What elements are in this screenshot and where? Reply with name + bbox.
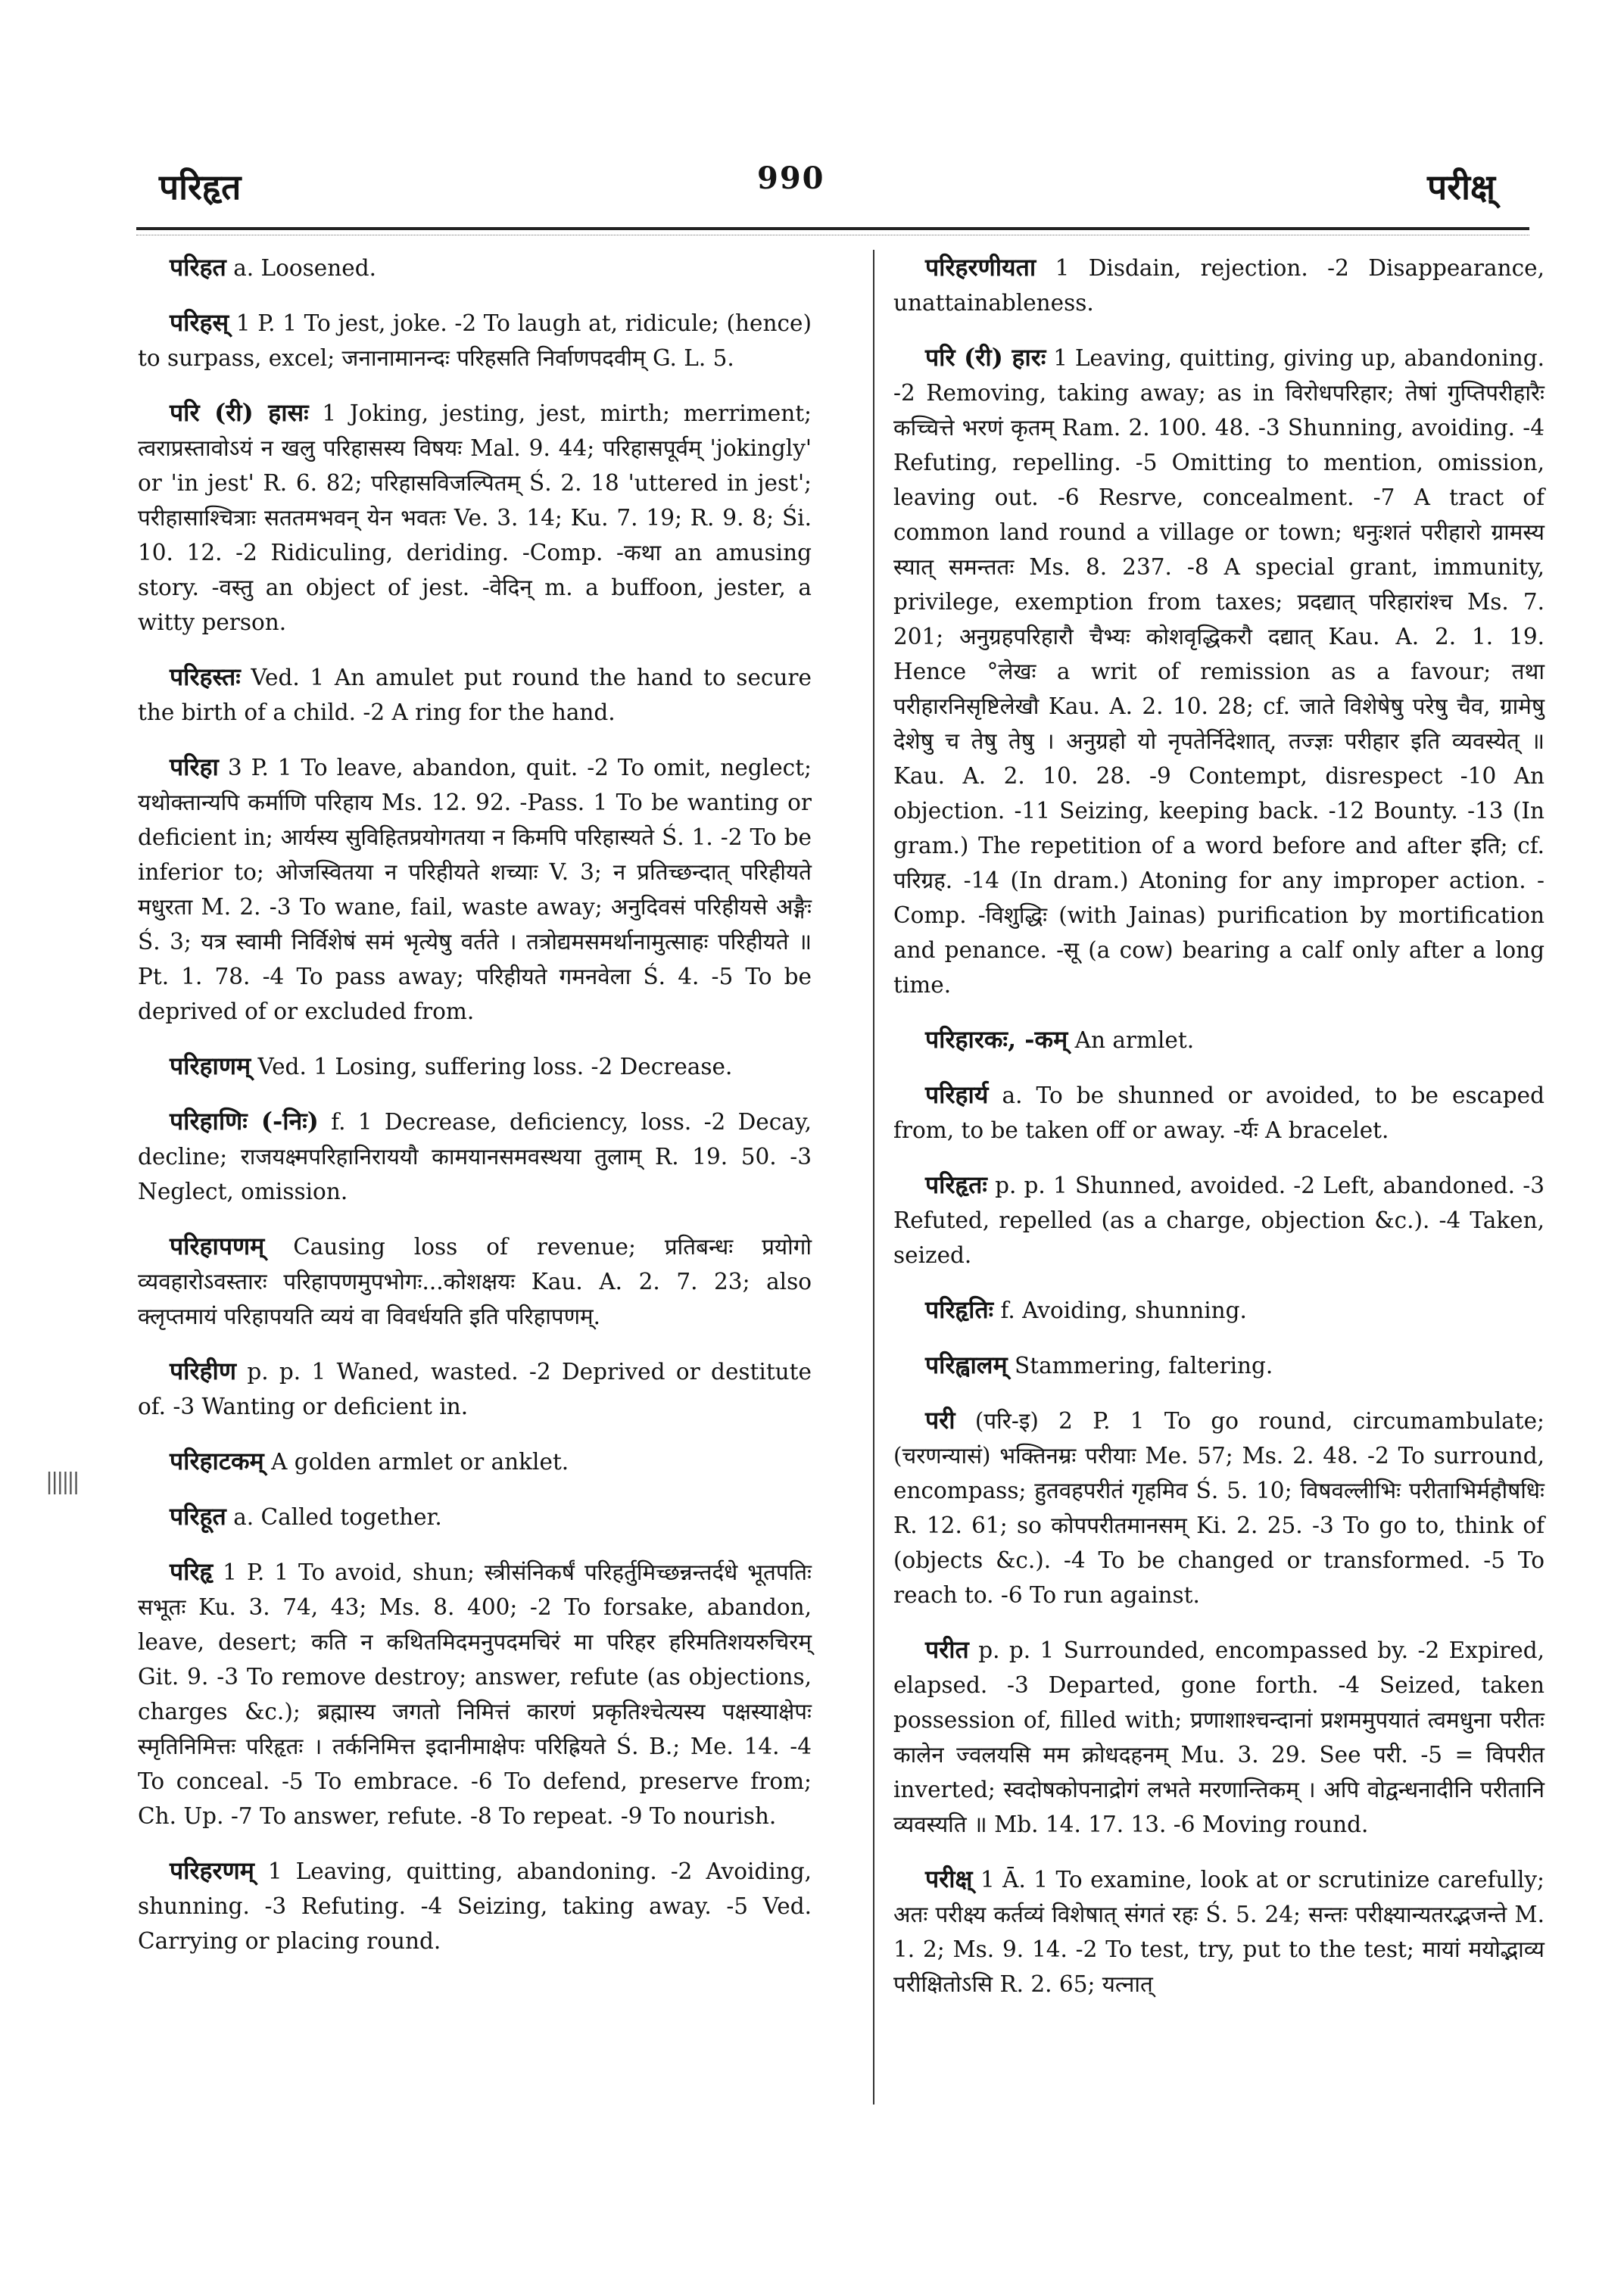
dictionary-entry <box>893 1167 1545 1273</box>
dictionary-entry <box>138 1554 812 1833</box>
entry-headword: परि (री) हासः <box>170 398 309 427</box>
entry-definition: a. Loosened. <box>233 255 376 281</box>
dictionary-entry <box>893 1292 1545 1328</box>
entry-headword: परीक्ष् <box>925 1865 973 1893</box>
left-running-headword: परिहृत <box>159 167 242 207</box>
dictionary-entry <box>893 340 1545 1002</box>
entry-headword: परिहरणम् <box>170 1856 254 1885</box>
dictionary-entry <box>893 1077 1545 1148</box>
dictionary-entry <box>893 1022 1545 1058</box>
entry-definition: 3 P. 1 To leave, abandon, quit. -2 To omit, neglect; यथोक्तान्यपि कर्माणि परिहाय Ms. 12. 92. -Pass. 1 To be wanting or deficient in; आर्यस्य सुविहितप्रयोगतया न किमपि परिहास्यते Ś. 1. -2 To be inferior to; ओजस्वितया न परिहीयते शच्याः V. 3; न प्रतिच्छन्दात् परिहीयते मधुरता M. 2. -3 To wane, fail, waste away; अनुदिवसं परिहीयसे अङ्गैः Ś. 3; यत्र स्वामी निर्विशेषं समं भृत्येषु वर्तते । तत्रोद्यमसमर्थानामुत्साहः परिहीयते ॥ Pt. 1. 78. -4 To pass away; परिहीयते गमनवेला Ś. 4. -5 To be deprived of or excluded from. <box>138 755 812 1024</box>
entry-definition: A golden armlet or anklet. <box>271 1449 569 1475</box>
entry-headword: परिहा <box>170 752 219 781</box>
entry-headword: परी <box>925 1406 955 1435</box>
dictionary-entry <box>138 1354 812 1424</box>
entry-headword: परिहरणीयता <box>925 253 1036 282</box>
dictionary-entry <box>138 1104 812 1209</box>
right-column <box>893 250 1545 2021</box>
page-number: 990 <box>757 160 825 196</box>
dictionary-entry <box>893 1403 1545 1612</box>
page-header <box>0 0 1624 250</box>
entry-headword: परिहत <box>170 253 226 282</box>
entry-headword: परिहृतिः <box>925 1295 994 1324</box>
entry-definition: Causing loss of revenue; प्रतिबन्धः प्रयोगो व्यवहारोऽवस्तारः परिहापणमुपभोगः...कोशक्षयः Kau. A. 2. 7. 23; also क्लृप्तमायं परिहापयति व्ययं वा विवर्धयति इति परिहापणम्. <box>138 1234 812 1329</box>
entry-headword: परिहारकः, -कम् <box>925 1025 1068 1054</box>
dictionary-entry <box>138 395 812 640</box>
entry-definition: p. p. 1 Shunned, avoided. -2 Left, abandoned. -3 Refuted, repelled (as a charge, objection &c.). -4 Taken, seized. <box>893 1173 1545 1268</box>
dictionary-entry <box>893 1862 1545 2002</box>
entry-headword: परिहाणम् <box>170 1051 251 1080</box>
dictionary-entry <box>138 749 812 1029</box>
right-running-headword: परीक्ष् <box>1427 167 1495 207</box>
dictionary-entry <box>893 1632 1545 1842</box>
entry-headword: परिहाणिः (-निः) <box>170 1107 319 1136</box>
entry-definition: f. Avoiding, shunning. <box>1000 1298 1247 1323</box>
entry-headword: परिहीण <box>170 1357 236 1385</box>
entry-headword: परिहाटकम् <box>170 1447 264 1475</box>
entry-headword: परिहृ <box>170 1557 214 1586</box>
dictionary-entry <box>138 305 812 375</box>
left-column <box>138 250 812 1978</box>
entry-definition: Ved. 1 An amulet put round the hand to secure the birth of a child. -2 A ring for the hand. <box>138 665 812 725</box>
dictionary-entry <box>138 250 812 285</box>
entry-headword: परिहार्य <box>925 1080 989 1109</box>
margin-mark: |||||| <box>45 1469 78 1495</box>
entry-definition: 1 Disdain, rejection. -2 Disappearance, unattainableness. <box>893 255 1545 316</box>
entry-definition: 1 Joking, jesting, jest, mirth; merriment; त्वराप्रस्तावोऽयं न खलु परिहासस्य विषयः Mal. 9. 44; परिहासपूर्वम् 'jokingly' or 'in jest' R. 6. 82; परिहासविजल्पितम् Ś. 2. 18 'uttered in jest'; परीहासाश्चित्राः सततमभवन् येन भवतः Ve. 3. 14; Ku. 7. 19; R. 9. 8; Śi. 10. 12. -2 Ridiculing, deriding. -Comp. -कथा an amusing story. -वस्तु an object of jest. -वेदिन् m. a buffoon, jester, a witty person. <box>138 400 812 635</box>
entry-definition: Ved. 1 Losing, suffering loss. -2 Decrease. <box>257 1054 733 1080</box>
entry-definition: 1 Leaving, quitting, abandoning. -2 Avoiding, shunning. -3 Refuting. -4 Seizing, taking away. -5 Ved. Carrying or placing round. <box>138 1858 812 1954</box>
entry-definition: p. p. 1 Surrounded, encompassed by. -2 Expired, elapsed. -3 Departed, gone forth. -4 Seized, taken possession of, filled with; प्रणाशाश्चन्दानां प्रशममुपयातं त्वमधुना परीतः कालेन ज्वलयसि मम क्रोधदहनम् Mu. 3. 29. See परी. -5 = विपरीत inverted; स्वदोषकोपनाद्रोगं लभते मरणान्तिकम् । अपि वोद्वन्धनादीनि परीतानि व्यवस्यति ॥ Mb. 14. 17. 13. -6 Moving round. <box>893 1637 1545 1837</box>
dictionary-entry <box>138 1499 812 1534</box>
entry-headword: परिहूत <box>170 1502 226 1531</box>
entry-definition: a. Called together. <box>233 1504 442 1530</box>
entry-definition: 1 Leaving, quitting, giving up, abandoning. -2 Removing, taking away; as in विरोधपरिहार; तेषां गुप्तिपरीहारैः कच्चित्ते भरणं कृतम् Ram. 2. 100. 48. -3 Shunning, avoiding. -4 Refuting, repelling. -5 Omitting to mention, omission, leaving out. -6 Resrve, concealment. -7 A tract of common land round a village or town; धनुःशतं परीहारो ग्रामस्य स्यात् समन्ततः Ms. 8. 237. -8 A special grant, immunity, privilege, exemption from taxes; प्रदद्यात् परिहारांश्च Ms. 7. 201; अनुग्रहपरिहारौ चैभ्यः कोशवृद्धिकरौ दद्यात् Kau. A. 2. 1. 19. Hence °लेखः a writ of remission as a favour; तथा परीहारनिसृष्टिलेखौ Kau. A. 2. 10. 28; cf. जाते विशेषेषु परेषु चैव, ग्रामेषु देशेषु च तेषु तेषु । अनुग्रहो यो नृपतेर्निदेशात्, तज्ज्ञः परीहार इति व्यवस्येत् ॥ Kau. A. 2. 10. 28. -9 Contempt, disrespect -10 An objection. -11 Seizing, keeping back. -12 Bounty. -13 (In gram.) The repetition of a word before and after इति; cf. परिग्रह. -14 (In dram.) Atoning for any improper action. -Comp. -विशुद्धिः (with Jainas) purification by mortification and penance. -सू (a cow) bearing a calf only after a long time. <box>893 345 1545 998</box>
dictionary-entry <box>138 1444 812 1479</box>
dictionary-entry <box>138 659 812 730</box>
dictionary-entry <box>893 1347 1545 1383</box>
entry-definition: a. To be shunned or avoided, to be escaped from, to be taken off or away. -र्यः A bracelet. <box>893 1083 1545 1143</box>
entry-headword: परीत <box>925 1635 969 1664</box>
dictionary-entry <box>138 1853 812 1958</box>
entry-definition: 1 Ā. 1 To examine, look at or scrutinize carefully; अतः परीक्ष्य कर्तव्यं विशेषात् संगतं रहः Ś. 5. 24; सन्तः परीक्ष्यान्यतरद्भजन्ते M. 1. 2; Ms. 9. 14. -2 To test, try, put to the test; मायां मयोद्भाव्य परीक्षितोऽसि R. 2. 65; यत्नात् <box>893 1867 1545 1997</box>
dictionary-entry <box>893 250 1545 320</box>
entry-definition: f. 1 Decrease, deficiency, loss. -2 Decay, decline; राजयक्ष्मपरिहानिराययौ कामयानसमवस्थया तुलाम् R. 19. 50. -3 Neglect, omission. <box>138 1109 812 1204</box>
header-rule <box>136 227 1529 230</box>
entry-definition: 1 P. 1 To avoid, shun; स्त्रीसंनिकर्षं परिहर्तुमिच्छन्नन्तर्दधे भूतपतिः सभूतः Ku. 3. 74, 43; Ms. 8. 400; -2 To forsake, abandon, leave, desert; कति न कथितमिदमनुपदमचिरं मा परिहर हरिमतिशयरुचिरम् Git. 9. -3 To remove destroy; answer, refute (as objections, charges &c.); ब्रह्मास्य जगतो निमित्तं कारणं प्रकृतिश्चेत्यस्य पक्षस्याक्षेपः स्मृतिनिमित्तः परिहृतः । तर्कनिमित्त इदानीमाक्षेपः परिह्रियते Ś. B.; Me. 14. -4 To conceal. -5 To embrace. -6 To defend, preserve from; Ch. Up. -7 To answer, refute. -8 To repeat. -9 To nourish. <box>138 1559 812 1829</box>
entry-definition: 1 P. 1 To jest, joke. -2 To laugh at, ridicule; (hence) to surpass, excel; जनानामानन्दः परिहसति निर्वाणपदवीम् G. L. 5. <box>138 310 812 371</box>
entry-headword: परि (री) हारः <box>925 343 1046 372</box>
entry-definition: p. p. 1 Waned, wasted. -2 Deprived or destitute of. -3 Wanting or deficient in. <box>138 1359 812 1419</box>
entry-headword: परिह्वालम् <box>925 1351 1008 1379</box>
entry-headword: परिहृतः <box>925 1170 987 1199</box>
entry-headword: परिहस् <box>170 308 229 337</box>
dictionary-entry <box>138 1229 812 1334</box>
entry-definition: (परि-इ) 2 P. 1 To go round, circumambulate; (चरणन्यासं) भक्तिनम्रः परीयाः Me. 57; Ms. 2. 48. -2 To surround, encompass; हुतवहपरीतं गृहमिव Ś. 5. 10; विषवल्लीभिः परीताभिर्महौषधिः R. 12. 61; so कोपपरीतमानसम् Ki. 2. 25. -3 To go to, think of (objects &c.). -4 To be changed or transformed. -5 To reach to. -6 To run against. <box>893 1408 1545 1608</box>
dictionary-entry <box>138 1048 812 1084</box>
entry-headword: परिहापणम् <box>170 1232 265 1260</box>
entry-definition: Stammering, faltering. <box>1015 1353 1273 1379</box>
entry-headword: परिहस्तः <box>170 662 241 691</box>
entry-definition: An armlet. <box>1074 1027 1195 1053</box>
column-divider <box>873 250 874 2105</box>
